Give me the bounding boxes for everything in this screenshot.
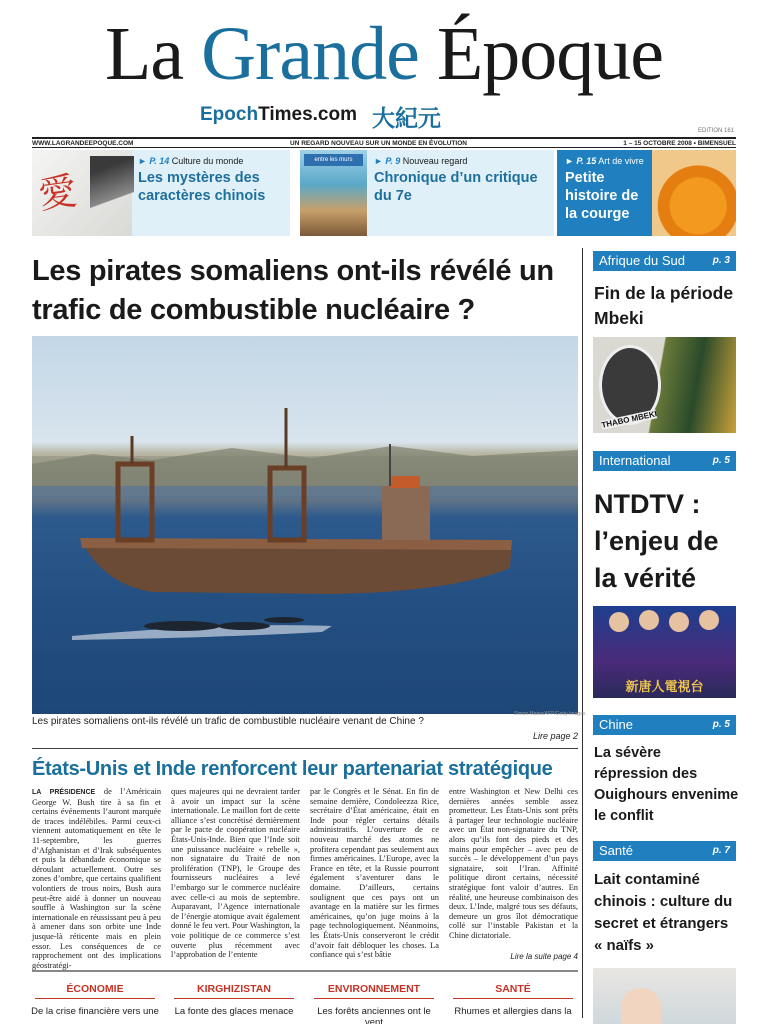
baby-face-icon bbox=[621, 988, 661, 1024]
issue-date: 1 – 15 OCTOBRE 2008 • BIMENSUEL bbox=[623, 140, 736, 147]
ntdtv-logo: 新唐人電視台 bbox=[625, 680, 704, 695]
brush-icon bbox=[90, 156, 134, 226]
teaser-section: Art de vivre bbox=[598, 156, 644, 166]
teaser-page: ► P. 15 bbox=[565, 156, 597, 166]
person-icon bbox=[609, 612, 629, 632]
bottom-teaser-text: La fonte des glaces menace bbox=[174, 1006, 294, 1017]
read-more-link[interactable]: Lire page 2 bbox=[532, 731, 578, 741]
sidebar-section-label: Afrique du Sud bbox=[599, 253, 686, 268]
section-kirghizistan[interactable]: KIRGHIZISTAN bbox=[169, 983, 299, 995]
poster-title: entre les murs bbox=[304, 154, 363, 166]
bottom-teaser-text: Les forêts anciennes ont le vent bbox=[317, 1006, 431, 1024]
article-column-3: par le Congrès et le Sénat. En fin de semaine dernière, Condoleezza Rice, secrétaire d’État américaine, était en Inde pour régler certains détails administratifs. L’ouverture de ce nouveau marché des atomes ne profitera cependant pas seulement aux firmes américaines. L’Europe, avec la France en tête, et la Russie pourront également s’aventurer dans le domaine. D’ailleurs, certains soulignent que ces pays ont un avantage en la matière sur les firmes américaines, qu’on juge moins à la page technologiquement. Néanmoins, les États-Unis conserveront le crédit d’avoir fait débloquer les choses. La confiance qui s’est bâtie bbox=[310, 787, 439, 960]
title-la: La bbox=[105, 12, 184, 96]
person-icon bbox=[699, 610, 719, 630]
baby-photo bbox=[593, 968, 736, 1024]
sidebar-page: p. 5 bbox=[712, 455, 730, 466]
read-more-link[interactable]: Lire la suite page 4 bbox=[510, 952, 578, 961]
pumpkin-image bbox=[652, 150, 736, 236]
tagline: UN REGARD NOUVEAU SUR UN MONDE EN ÉVOLUTION bbox=[290, 140, 467, 147]
sidebar-section-chine[interactable] bbox=[593, 715, 736, 735]
info-bar bbox=[32, 137, 736, 148]
bottom-teaser-text: Rhumes et allergies dans la bbox=[454, 1006, 572, 1017]
section-economie[interactable]: ÉCONOMIE bbox=[30, 983, 160, 995]
title-epoque: Époque bbox=[436, 12, 663, 96]
bottom-teaser-text: De la crise financière vers une bbox=[31, 1006, 159, 1017]
sidebar-section-afrique[interactable] bbox=[593, 251, 736, 271]
movie-poster-image bbox=[300, 150, 367, 236]
teaser-culture[interactable] bbox=[32, 150, 290, 236]
epoch-word: Epoch bbox=[200, 104, 259, 125]
teaser-headline: Chronique d’un critique du 7e bbox=[374, 170, 538, 204]
teaser-page: ► P. 14 bbox=[138, 156, 170, 166]
title-grande: Grande bbox=[201, 12, 419, 96]
website-link[interactable]: WWW.LAGRANDEEPOQUE.COM bbox=[32, 140, 134, 147]
calligraphy-image bbox=[32, 150, 132, 236]
teaser-art-de-vivre[interactable] bbox=[557, 150, 736, 236]
teaser-headline: Petite histoire de la courge bbox=[565, 170, 639, 222]
article-column-4: entre Washington et New Delhi ces dernières années semble assez prometteur. Les États-Unis sont prêts à partager leur technologie nucléaire avec un État non-signataire du TNP, alors qu’ils font des pieds et des mains pour empêcher – avec peu de succès – le développement d’un pays signataire, soit l’Iran. Affinité politique diront certains, nécessité stratégique font valoir d’autres. En réalité, une heureuse combinaison des deux. L’Inde, malgré tous ses défauts, demeure un gros îlot démocratique collé sur l’instable Pakistan et la Chine dictatoriale. bbox=[449, 787, 578, 940]
teaser-kicker bbox=[138, 156, 288, 166]
article-headline[interactable]: États-Unis et Inde renforcent leur partenariat stratégique bbox=[32, 758, 553, 780]
sidebar-page: p. 3 bbox=[712, 255, 730, 266]
times-word: Times.com bbox=[258, 104, 357, 125]
sidebar-page: p. 7 bbox=[712, 845, 730, 856]
sidebar-section-international[interactable] bbox=[593, 451, 736, 471]
sidebar-headline[interactable]: La sévère répression des Ouighours envenime le conflit bbox=[594, 745, 739, 824]
teaser-headline: Les mystères des caractères chinois bbox=[138, 170, 266, 204]
article-text: de l’Américain George W. Bush tire à sa fin et certains événements l’auront marquée de traces indélébiles. Parmi ceux-ci viennent automatiquement en tête le 11-septembre, les guerres d’Afghanistan et d’Irak subséquentes et puis la débandade économique se déroulant actuellement. Outre ses zones d’ombre, que certains qualifient volontiers de trous noirs, Bush aura peut-être aidé à donner un nouveau souffle à Washington sur la scène internationale en réussissant peu à peu à amener dans son orbite une Inde jusque-là réticente mais en plein essor. Les conséquences de ce rapprochement ont des implications géostratégi- bbox=[32, 787, 162, 970]
person-icon bbox=[669, 612, 689, 632]
masthead-title[interactable] bbox=[0, 12, 768, 96]
sidebar-headline[interactable]: Lait contaminé chinois : culture du secret et étrangers « naïfs » bbox=[594, 871, 733, 954]
photo-caption: Les pirates somaliens ont-ils révélé un trafic de combustible nucléaire venant de Chine ? bbox=[32, 716, 424, 727]
sidebar-section-label: Chine bbox=[599, 717, 633, 732]
lead-headline[interactable]: Les pirates somaliens ont-ils révélé un trafic de combustible nucléaire ? bbox=[32, 255, 554, 326]
teaser-section: Culture du monde bbox=[171, 156, 244, 166]
epochtimes-link[interactable] bbox=[200, 100, 600, 132]
calligraphy-character: 愛 bbox=[35, 168, 80, 218]
article-column-2: ques majeures qui ne devraient tarder à avoir un impact sur la scène internationale. Le maillon fort de cette alliance s’est concrétisé dernièrement par le pacte de coopération nucléaire États-Unis-Inde. Bien que l’Inde soit une puissance nucléaire « rebelle », non signataire du Traité de non prolifération (TNP), le Groupe des fournisseurs nucléaires a levé l’embargo sur le commerce nucléaire avec celle-ci au mois de septembre. Auparavant, l’Agence internationale de l’énergie atomique avait également donné le feu vert. Pour Washington, la voie politique de ce commerce s’est ouverte plus récemment avec l’approbation de l’entente bbox=[171, 787, 300, 960]
section-sante[interactable]: SANTÉ bbox=[448, 983, 578, 995]
sidebar-section-label: Santé bbox=[599, 843, 633, 858]
mbeki-label: THABO MBEKI bbox=[600, 409, 658, 430]
teaser-kicker bbox=[374, 156, 550, 166]
ntdtv-photo bbox=[593, 606, 736, 698]
article-lead-in: LA PRÉSIDENCE bbox=[32, 789, 96, 796]
section-divider bbox=[32, 748, 578, 749]
bottom-divider bbox=[32, 970, 578, 972]
sidebar-section-sante[interactable] bbox=[593, 841, 736, 861]
chinese-logo: 大紀元 bbox=[372, 105, 441, 132]
ship-illustration bbox=[32, 336, 578, 714]
section-environnement[interactable]: ENVIRONNEMENT bbox=[309, 983, 439, 995]
column-divider bbox=[582, 248, 583, 1018]
epochtimes-label bbox=[200, 104, 357, 126]
sidebar-page: p. 5 bbox=[712, 719, 730, 730]
teaser-section: Nouveau regard bbox=[402, 156, 468, 166]
photo-credit: Simon Maina/AFP/Getty Images bbox=[514, 711, 586, 717]
teaser-nouveau-regard[interactable] bbox=[300, 150, 554, 236]
sidebar-headline[interactable]: NTDTV : l’enjeu de la vérité bbox=[594, 489, 719, 593]
mbeki-photo bbox=[593, 337, 736, 433]
edition-number: EDITION 161 bbox=[697, 128, 734, 134]
person-icon bbox=[639, 610, 659, 630]
teaser-page: ► P. 9 bbox=[374, 156, 401, 166]
article-column-1 bbox=[32, 787, 161, 970]
sidebar-section-label: International bbox=[599, 453, 671, 468]
sidebar-headline[interactable]: Fin de la période Mbeki bbox=[594, 283, 734, 328]
teaser-kicker bbox=[565, 156, 653, 166]
cargo-ship-photo bbox=[32, 336, 578, 714]
